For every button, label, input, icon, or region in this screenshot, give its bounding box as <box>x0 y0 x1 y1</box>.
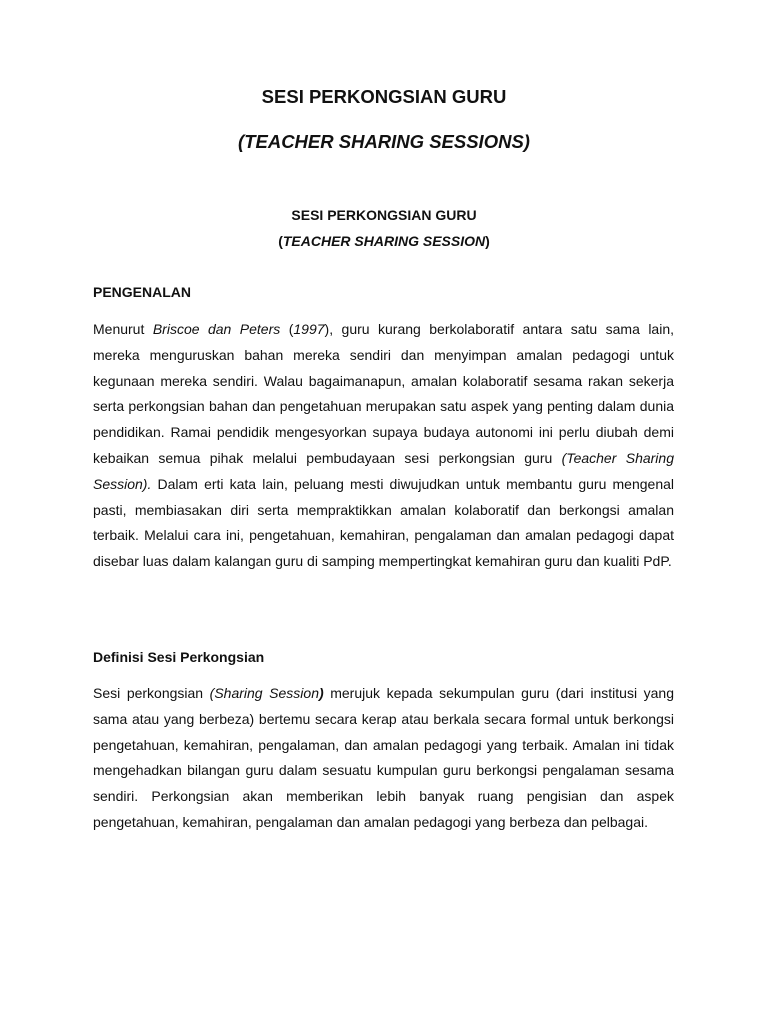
intro-paren-open: ( <box>280 321 294 337</box>
section-heading-introduction: PENGENALAN <box>93 284 192 300</box>
document-title-english: (TEACHER SHARING SESSIONS) <box>238 131 530 152</box>
section-heading-definition: Definisi Sesi Perkongsian <box>93 649 265 665</box>
intro-english-term: (Teacher Sharing Session). <box>93 449 674 492</box>
intro-text-start: Menurut <box>93 321 153 337</box>
subtitle-english-term: TEACHER SHARING SESSION <box>282 233 486 249</box>
introduction-paragraph <box>93 317 674 575</box>
document-title: SESI PERKONGSIAN GURU <box>261 86 507 107</box>
document-subtitle: SESI PERKONGSIAN GURU <box>291 207 477 223</box>
citation-authors: Briscoe dan Peters <box>152 321 281 337</box>
citation-year: 1997 <box>293 321 325 337</box>
intro-text-end: Dalam erti kata lain, peluang mesti diwujudkan untuk membantu guru mengenal pasti, membiasakan diri serta mempraktikkan amalan kolaboratif dan berkongsi amalan terbaik. Melalui cara ini, pengetahuan, kemahiran, pengalaman dan amalan pedagogi dapat disebar luas dalam kalangan guru di samping mempertingkat kemahiran guru dan kualiti PdP. <box>93 475 674 570</box>
subtitle-open-paren: ( <box>278 233 283 249</box>
definition-paragraph <box>93 681 674 836</box>
subtitle-close-paren: ) <box>485 233 490 249</box>
def-text-end: merujuk kepada sekumpulan guru (dari institusi yang sama atau yang berbeza) bertemu secara kerap atau berkala secara formal untuk berkongsi pengetahuan, kemahiran, pengalaman, dan amalan pedagogi yang terbaik. Amalan ini tidak mengehadkan bilangan guru dalam sesuatu kumpulan guru berkongsi pengalaman sesama sendiri. Perkongsian akan memberikan lebih banyak ruang pengisian dan aspek pengetahuan, kemahiran, pengalaman dan amalan pedagogi yang berbeza dan pelbagai. <box>93 685 674 830</box>
def-english-term: (Sharing Session <box>209 685 319 701</box>
document-subtitle-english <box>0 233 768 249</box>
def-text-start: Sesi perkongsian <box>93 685 210 701</box>
def-term-close: ) <box>318 685 324 701</box>
intro-text-middle: ), guru kurang berkolaboratif antara satu sama lain, mereka menguruskan bahan mereka sendiri dan menyimpan amalan pedagogi untuk kegunaan mereka sendiri. Walau bagaimanapun, amalan kolaboratif sesama rakan sekerja serta perkongsian bahan dan pengetahuan merupakan satu aspek yang penting dalam dunia pendidikan. Ramai pendidik mengesyorkan supaya budaya autonomi ini perlu diubah demi kebaikan semua pihak melalui pembudayaan sesi perkongsian guru <box>93 321 674 466</box>
